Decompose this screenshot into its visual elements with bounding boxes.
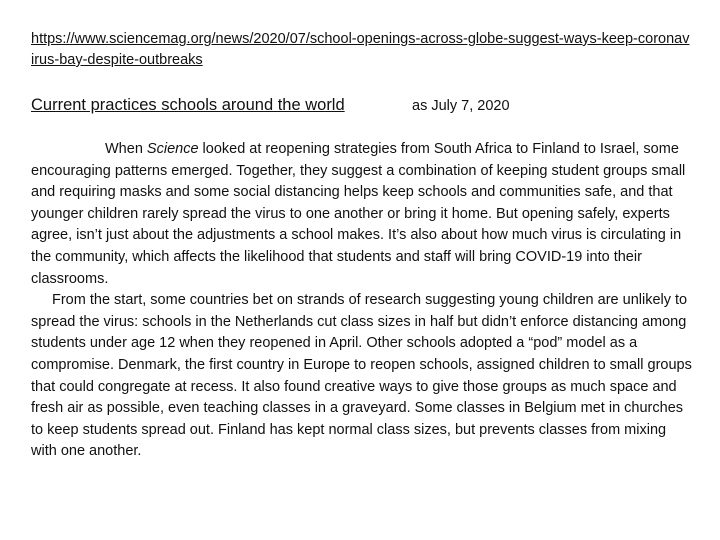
date-label: as July 7, 2020 [412, 98, 510, 114]
section-heading: Current practices schools around the world [31, 96, 345, 114]
article-body [31, 139, 693, 463]
paragraph-1-start: When [105, 141, 147, 157]
science-italic: Science [146, 141, 199, 157]
source-url-link[interactable]: https://www.sciencemag.org/news/2020/07/school-openings-across-globe-suggest-ways-keep-coronavirus-bay-despite-outbreaks [31, 31, 690, 68]
paragraph-2: From the start, some countries bet on strands of research suggesting young children are unlikely to spread the virus: schools in the Netherlands cut class sizes in half but didn’t enforce distancing among students under age 12 when they reopened in April. Other schools adopted a “pod” model as a compromise. Denmark, the first country in Europe to reopen schools, assigned children to small groups that could congregate at recess. It also found creative ways to give those groups as much space and fresh air as possible, even teaching classes in a graveyard. Some classes in Belgium met in churches to keep students spread out. Finland has kept normal class sizes, but prevents classes from mixing with one another. [31, 292, 692, 460]
paragraph-1 [31, 139, 693, 290]
paragraph-1-rest: looked at reopening strategies from South Africa to Finland to Israel, some encouraging patterns emerged. Together, they suggest a combination of keeping student groups small and requiring masks and some social distancing helps keep schools and communities safe, and that younger children rarely spread the virus to one another or bring it home. But opening safely, experts agree, isn’t just about the adjustments a school makes. It’s also about how much virus is circulating in the community, which affects the likelihood that students and staff will bring COVID-19 into their classrooms. [31, 141, 686, 287]
